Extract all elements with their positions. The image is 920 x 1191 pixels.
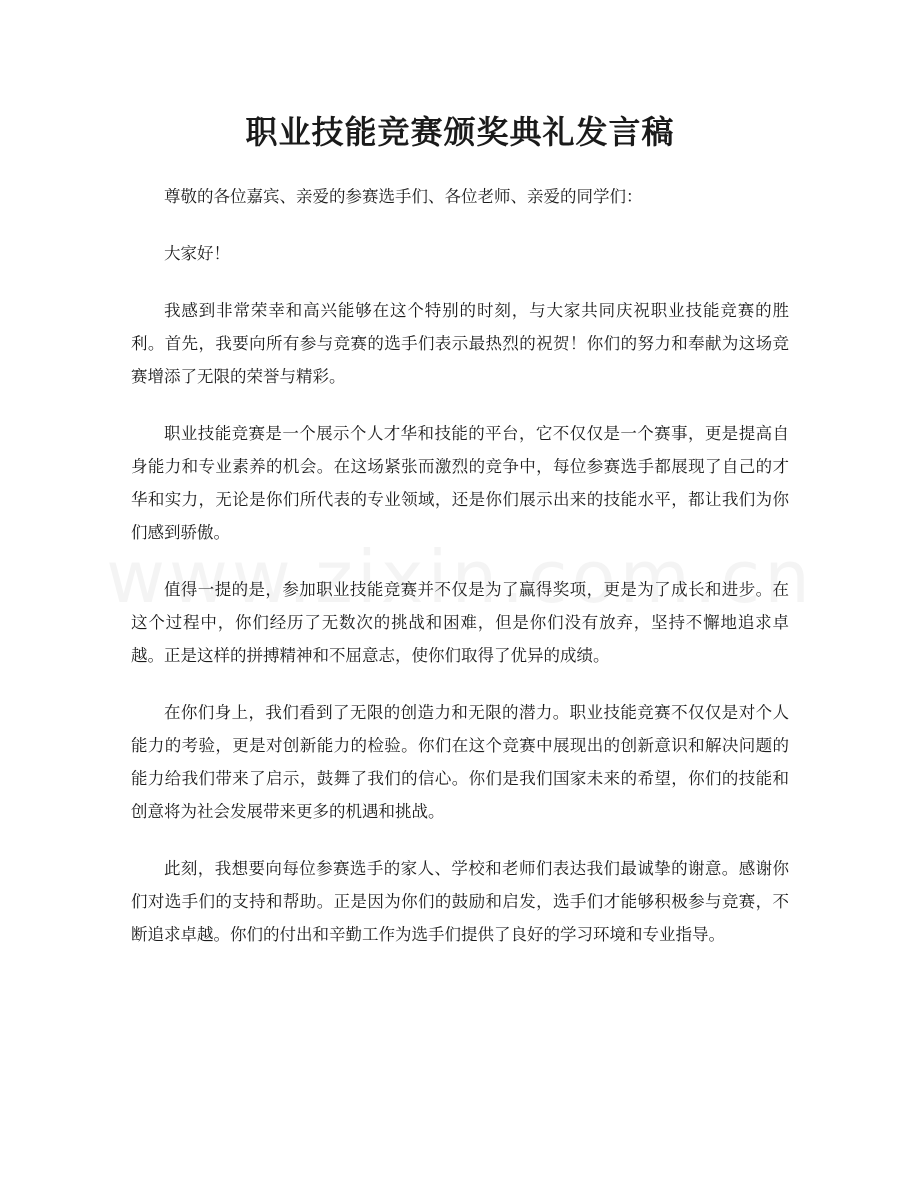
body-paragraph: 此刻，我想要向每位参赛选手的家人、学校和老师们表达我们最诚挚的谢意。感谢你们对选手们的支持和帮助。正是因为你们的鼓励和启发，选手们才能够积极参与竞赛，不断追求卓越。你们的付出和辛勤工作为选手们提供了良好的学习环境和专业指导。 — [131, 859, 789, 944]
document-body — [131, 180, 789, 975]
salutation-paragraph: 尊敬的各位嘉宾、亲爱的参赛选手们、各位老师、亲爱的同学们： — [164, 187, 643, 206]
page-title: 职业技能竞赛颁奖典礼发言稿 — [245, 113, 675, 151]
greeting-paragraph: 大家好！ — [164, 244, 230, 263]
body-paragraph: 值得一提的是，参加职业技能竞赛并不仅是为了赢得奖项，更是为了成长和进步。在这个过程中，你们经历了无数次的挑战和困难，但是你们没有放弃，坚持不懈地追求卓越。正是这样的拼搏精神和不屈意志，使你们取得了优异的成绩。 — [131, 580, 789, 665]
body-paragraph: 我感到非常荣幸和高兴能够在这个特别的时刻，与大家共同庆祝职业技能竞赛的胜利。首先，我要向所有参与竞赛的选手们表示最热烈的祝贺！你们的努力和奉献为这场竞赛增添了无限的荣誉与精彩。 — [131, 301, 789, 386]
body-paragraph: 在你们身上，我们看到了无限的创造力和无限的潜力。职业技能竞赛不仅仅是对个人能力的考验，更是对创新能力的检验。你们在这个竞赛中展现出的创新意识和解决问题的能力给我们带来了启示，鼓舞了我们的信心。你们是我们国家未来的希望，你们的技能和创意将为社会发展带来更多的机遇和挑战。 — [131, 703, 789, 821]
body-paragraph: 职业技能竞赛是一个展示个人才华和技能的平台，它不仅仅是一个赛事，更是提高自身能力和专业素养的机会。在这场紧张而激烈的竞争中，每位参赛选手都展现了自己的才华和实力，无论是你们所代表的专业领域，还是你们展示出来的技能水平，都让我们为你们感到骄傲。 — [131, 424, 789, 542]
